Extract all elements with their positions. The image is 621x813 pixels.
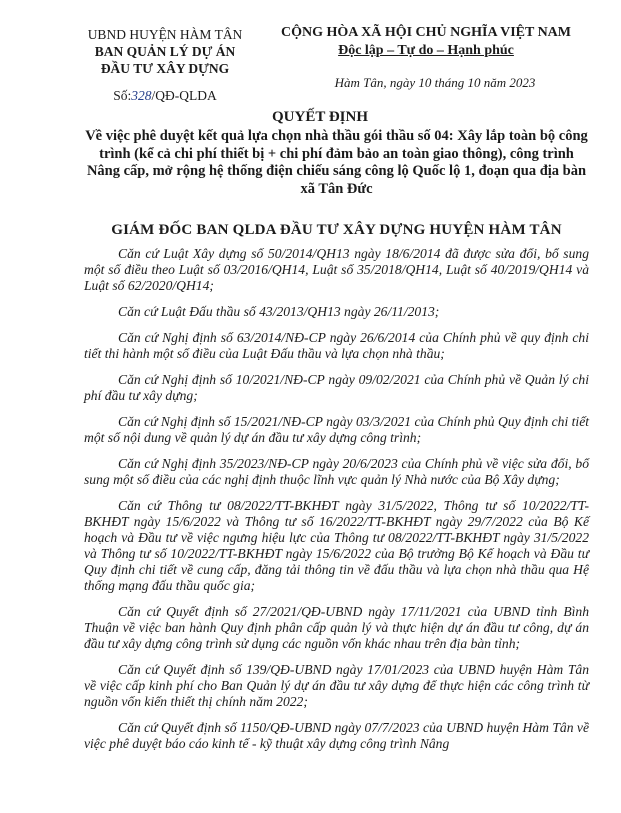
national-header [276,24,576,60]
agency-line-2: BAN QUẢN LÝ DỰ ÁN [94,44,236,59]
number-suffix: /QĐ-QLDA [151,88,217,103]
agency-line-3: ĐẦU TƯ XÂY DỰNG [100,61,230,76]
legal-basis-paragraph: Căn cứ Nghị định số 15/2021/NĐ-CP ngày 03/3/2021 của Chính phủ Quy định chi tiết một số nội dung về quản lý dự án đầu tư xây dựng công trình; [84,414,589,445]
legal-basis-paragraph: Căn cứ Quyết định số 1150/QĐ-UBND ngày 07/7/2023 của UBND huyện Hàm Tân về việc phê duyệt báo cáo kinh tế - kỹ thuật xây dựng công trình Nâng [84,720,589,751]
agency-line-1: UBND HUYỆN HÀM TÂN [87,27,243,42]
number-handwritten: 328 [131,88,152,103]
national-motto: Độc lập – Tự do – Hạnh phúc [338,43,514,58]
number-prefix: Số: [113,88,132,103]
legal-basis-list [84,246,589,762]
legal-basis-paragraph: Căn cứ Thông tư 08/2022/TT-BKHĐT ngày 31/5/2022, Thông tư số 10/2022/TT-BKHĐT ngày 15/6/2022 và Thông tư số 16/2022/TT-BKHĐT ngày 29/7/2022 của Bộ Kế hoạch và Đầu tư về việc ngưng hiệu lực của Thông tư 08/2022/TT-BKHĐT ngày 31/5/2022 và Thông tư số 10/2022/TT-BKHĐT ngày 15/6/2022 của Bộ trưởng Bộ Kế hoạch và Đầu tư Quy định chi tiết về cung cấp, đăng tải thông tin về đấu thầu và lựa chọn nhà thầu qua Hệ thống mạng đấu thầu quốc gia; [84,498,589,593]
document-subject: Về việc phê duyệt kết quả lựa chọn nhà thầu gói thầu số 04: Xây lắp toàn bộ công trình (kể cả chi phí thiết bị + chi phí đảm bảo an toàn giao thông), công trình Nâng cấp, mở rộng hệ thống điện chiếu sáng công lộ Quốc lộ 1, đoạn qua địa bàn xã Tân Đức [85,128,588,197]
country-name: CỘNG HÒA XÃ HỘI CHỦ NGHĨA VIỆT NAM [280,25,571,40]
legal-basis-paragraph: Căn cứ Nghị định số 10/2021/NĐ-CP ngày 09/02/2021 của Chính phủ về Quản lý chi phí đầu tư xây dựng; [84,372,589,403]
legal-basis-paragraph: Căn cứ Luật Đấu thầu số 43/2013/QH13 ngày 26/11/2013; [118,304,440,319]
legal-basis-paragraph: Căn cứ Quyết định số 139/QĐ-UBND ngày 17/01/2023 của UBND huyện Hàm Tân về việc cấp kinh phí cho Ban Quản lý dự án đầu tư xây dựng để thực hiện các công trình từ nguồn vốn kiến thiết thị chính năm 2022; [84,662,589,709]
legal-basis-paragraph: Căn cứ Nghị định số 63/2014/NĐ-CP ngày 26/6/2014 của Chính phủ về quy định chi tiết thi hành một số điều của Luật Đấu thầu và lựa chọn nhà thầu; [84,330,589,361]
legal-basis-paragraph: Căn cứ Quyết định số 27/2021/QĐ-UBND ngày 17/11/2021 của UBND tỉnh Bình Thuận về việc ban hành Quy định phân cấp quản lý và thực hiện dự án đầu tư công, dự án đầu tư xây dựng công trình sử dụng các nguồn vốn khác nhau trên địa bàn tỉnh; [84,604,589,651]
document-title: QUYẾT ĐỊNH [272,109,368,125]
date-line: Hàm Tân, ngày 10 tháng 10 năm 2023 [334,75,536,90]
document-number [60,87,270,104]
issuer-title: GIÁM ĐỐC BAN QLDA ĐẦU TƯ XÂY DỰNG HUYỆN HÀM TÂN [111,222,562,238]
issuing-agency-block [60,26,270,104]
legal-basis-paragraph: Căn cứ Nghị định 35/2023/NĐ-CP ngày 20/6/2023 của Chính phủ về việc sửa đổi, bổ sung một số điều của các nghị định thuộc lĩnh vực quản lý Nhà nước của Bộ Xây dựng; [84,456,589,487]
legal-basis-paragraph: Căn cứ Luật Xây dựng số 50/2014/QH13 ngày 18/6/2014 đã được sửa đổi, bổ sung một số điều theo Luật số 03/2016/QH14, Luật số 35/2018/QH14, Luật số 40/2019/QH14 và Luật số 62/2020/QH14; [84,246,589,293]
